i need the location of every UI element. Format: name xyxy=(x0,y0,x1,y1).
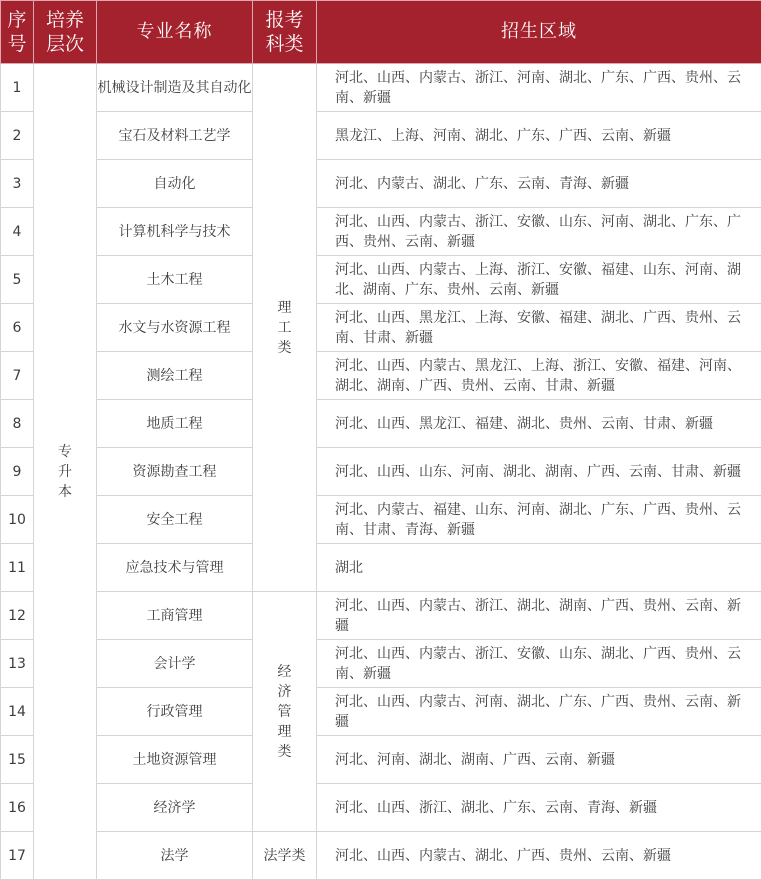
region-list: 河北、山西、黑龙江、福建、湖北、贵州、云南、甘肃、新疆 xyxy=(317,400,761,448)
table-row xyxy=(1,688,761,736)
header-category: 报考科类 xyxy=(253,1,317,64)
table-row xyxy=(1,400,761,448)
header-level: 培养层次 xyxy=(34,1,97,64)
region-list: 河北、山西、内蒙古、河南、湖北、广东、广西、贵州、云南、新疆 xyxy=(317,688,761,736)
table-row xyxy=(1,208,761,256)
major-name: 安全工程 xyxy=(97,496,253,544)
row-index: 14 xyxy=(1,688,34,736)
region-list: 河北、河南、湖北、湖南、广西、云南、新疆 xyxy=(317,736,761,784)
major-name: 经济学 xyxy=(97,784,253,832)
major-name: 土地资源管理 xyxy=(97,736,253,784)
category-science: 理工类 xyxy=(253,64,317,592)
table-row xyxy=(1,304,761,352)
table-header-row xyxy=(1,1,761,64)
region-list: 河北、山西、内蒙古、浙江、安徽、山东、河南、湖北、广东、广西、贵州、云南、新疆 xyxy=(317,208,761,256)
table-row xyxy=(1,256,761,304)
major-name: 工商管理 xyxy=(97,592,253,640)
category-law: 法学类 xyxy=(253,832,317,880)
major-name: 资源勘查工程 xyxy=(97,448,253,496)
row-index: 11 xyxy=(1,544,34,592)
table-row xyxy=(1,832,761,880)
row-index: 17 xyxy=(1,832,34,880)
row-index: 3 xyxy=(1,160,34,208)
table-row xyxy=(1,112,761,160)
row-index: 8 xyxy=(1,400,34,448)
header-region: 招生区域 xyxy=(317,1,761,64)
major-name: 宝石及材料工艺学 xyxy=(97,112,253,160)
table-row xyxy=(1,448,761,496)
row-index: 1 xyxy=(1,64,34,112)
major-name: 机械设计制造及其自动化 xyxy=(97,64,253,112)
region-list: 黑龙江、上海、河南、湖北、广东、广西、云南、新疆 xyxy=(317,112,761,160)
table-row xyxy=(1,544,761,592)
region-list: 河北、山西、内蒙古、浙江、湖北、湖南、广西、贵州、云南、新疆 xyxy=(317,592,761,640)
row-index: 5 xyxy=(1,256,34,304)
row-index: 2 xyxy=(1,112,34,160)
row-index: 4 xyxy=(1,208,34,256)
header-index: 序号 xyxy=(1,1,34,64)
region-list: 河北、山西、山东、河南、湖北、湖南、广西、云南、甘肃、新疆 xyxy=(317,448,761,496)
region-list: 河北、山西、浙江、湖北、广东、云南、青海、新疆 xyxy=(317,784,761,832)
region-list: 河北、山西、内蒙古、湖北、广西、贵州、云南、新疆 xyxy=(317,832,761,880)
level-cell: 专升本 xyxy=(34,64,97,880)
major-name: 土木工程 xyxy=(97,256,253,304)
region-list: 河北、内蒙古、福建、山东、河南、湖北、广东、广西、贵州、云南、甘肃、青海、新疆 xyxy=(317,496,761,544)
table-row xyxy=(1,640,761,688)
major-name: 计算机科学与技术 xyxy=(97,208,253,256)
table-row xyxy=(1,784,761,832)
table-row xyxy=(1,496,761,544)
major-name: 法学 xyxy=(97,832,253,880)
row-index: 6 xyxy=(1,304,34,352)
row-index: 9 xyxy=(1,448,34,496)
row-index: 15 xyxy=(1,736,34,784)
table-row xyxy=(1,352,761,400)
table-row xyxy=(1,160,761,208)
table-row xyxy=(1,64,761,112)
row-index: 10 xyxy=(1,496,34,544)
region-list: 湖北 xyxy=(317,544,761,592)
region-list: 河北、山西、内蒙古、浙江、河南、湖北、广东、广西、贵州、云南、新疆 xyxy=(317,64,761,112)
category-economics: 经济管理类 xyxy=(253,592,317,832)
region-list: 河北、山西、内蒙古、上海、浙江、安徽、福建、山东、河南、湖北、湖南、广东、贵州、云南、新疆 xyxy=(317,256,761,304)
table-row xyxy=(1,592,761,640)
major-name: 地质工程 xyxy=(97,400,253,448)
region-list: 河北、山西、黑龙江、上海、安徽、福建、湖北、广西、贵州、云南、甘肃、新疆 xyxy=(317,304,761,352)
header-major: 专业名称 xyxy=(97,1,253,64)
region-list: 河北、山西、内蒙古、浙江、安徽、山东、湖北、广西、贵州、云南、新疆 xyxy=(317,640,761,688)
major-name: 应急技术与管理 xyxy=(97,544,253,592)
region-list: 河北、内蒙古、湖北、广东、云南、青海、新疆 xyxy=(317,160,761,208)
row-index: 7 xyxy=(1,352,34,400)
major-name: 自动化 xyxy=(97,160,253,208)
row-index: 16 xyxy=(1,784,34,832)
table-row xyxy=(1,736,761,784)
major-name: 会计学 xyxy=(97,640,253,688)
region-list: 河北、山西、内蒙古、黑龙江、上海、浙江、安徽、福建、河南、湖北、湖南、广西、贵州、云南、甘肃、新疆 xyxy=(317,352,761,400)
major-name: 测绘工程 xyxy=(97,352,253,400)
major-name: 行政管理 xyxy=(97,688,253,736)
row-index: 13 xyxy=(1,640,34,688)
row-index: 12 xyxy=(1,592,34,640)
major-name: 水文与水资源工程 xyxy=(97,304,253,352)
